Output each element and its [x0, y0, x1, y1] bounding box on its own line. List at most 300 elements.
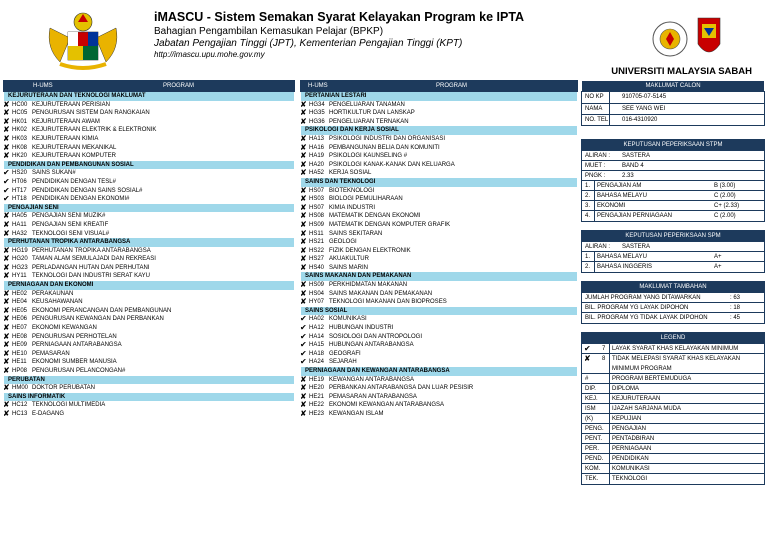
extra-info-box: [581, 281, 765, 324]
legend-abbrev: PENT.: [585, 436, 603, 442]
program-code: HK02: [12, 127, 28, 134]
program-code: HE06: [12, 316, 28, 323]
program-code: HA05: [12, 213, 28, 220]
program-name: PSIKOLOGI INDUSTRI DAN ORGANISASI: [329, 135, 446, 142]
cross-icon: ✘: [3, 254, 10, 264]
program-name: GEOGRAFI: [329, 350, 361, 357]
legend-abbrev: TEK.: [585, 476, 599, 482]
program-row[interactable]: [300, 401, 578, 410]
legend-row: [582, 384, 764, 394]
program-code: HS09: [309, 282, 325, 289]
spm-heading: KEPUTUSAN PEPERIKSAAN SPM: [582, 231, 764, 242]
cross-icon: ✘: [3, 151, 10, 161]
legend-abbrev: DIP.: [585, 386, 596, 392]
program-row[interactable]: [300, 410, 578, 419]
subject-number: 3.: [585, 203, 591, 209]
cross-icon: ✘: [3, 357, 10, 367]
cross-icon: ✘: [300, 142, 307, 152]
program-code: HE04: [12, 299, 28, 306]
program-row[interactable]: [300, 144, 578, 153]
cross-icon: ✘: [3, 383, 10, 393]
code-header: H-UMS: [308, 83, 328, 89]
stpm-aliran-label: ALIRAN :: [585, 153, 611, 159]
program-name: KOMUNIKASI: [329, 316, 367, 323]
program-code: HS27: [309, 256, 325, 263]
extra-value: : 18: [730, 305, 741, 311]
subject-grade: C (2.00): [714, 193, 736, 199]
program-row[interactable]: [3, 109, 295, 118]
program-code: HG34: [309, 101, 325, 108]
program-code: HE19: [309, 376, 325, 383]
stpm-heading: KEPUTUSAN PEPERIKSAAN STPM: [582, 140, 764, 151]
program-code: HA19: [309, 153, 325, 160]
subject-name: EKONOMI: [597, 203, 626, 209]
cross-icon: ✘: [300, 151, 307, 161]
program-name: E-DAGANG: [32, 410, 65, 417]
program-row[interactable]: [3, 221, 295, 230]
program-code: HY11: [12, 273, 27, 280]
program-name: SAINS MARIN: [329, 264, 369, 271]
legend-abbrev: (K): [585, 416, 593, 422]
program-row[interactable]: [300, 341, 578, 350]
cross-icon: ✘: [3, 340, 10, 350]
program-row[interactable]: [3, 298, 295, 307]
program-row[interactable]: [3, 195, 295, 204]
legend-meaning: IJAZAH SARJANA MUDA: [612, 406, 682, 412]
category-header: PENGAJIAN SENI: [4, 204, 294, 213]
program-row[interactable]: [300, 187, 578, 196]
page-title: iMASCU - Sistem Semakan Syarat Kelayakan Program ke IPTA: [154, 10, 525, 24]
candidate-row: [582, 92, 764, 103]
program-name: TEKNOLOGI DAN INDUSTRI SERAT KAYU: [32, 273, 151, 280]
program-name: PERNIAGAAN ANTARABANGSA: [32, 342, 122, 349]
program-code: HE23: [309, 410, 325, 417]
program-code: HS08: [309, 213, 325, 220]
legend-row: [582, 424, 764, 434]
cross-icon: ✘: [300, 108, 307, 118]
program-row[interactable]: [3, 255, 295, 264]
program-name: MATEMATIK DENGAN KOMPUTER GRAFIK: [329, 221, 451, 228]
extra-value: : 45: [730, 315, 741, 321]
program-name: PENGURUSAN KEWANGAN DAN PERBANKAN: [32, 316, 164, 323]
program-row[interactable]: [300, 152, 578, 161]
candidate-label: NO. TEL: [585, 117, 609, 123]
program-code: HG19: [12, 247, 28, 254]
program-name: PENGELUARAN TERNAKAN: [329, 118, 409, 125]
program-code: HK01: [12, 118, 28, 125]
program-name: PEMASARAN: [32, 350, 70, 357]
tick-icon: ✔: [584, 344, 591, 353]
cross-icon: ✘: [3, 288, 10, 298]
tick-icon: ✔: [300, 357, 307, 367]
cross-icon: ✘: [300, 254, 307, 264]
program-row[interactable]: [3, 410, 295, 419]
category-header: PERNIAGAAN DAN EKONOMI: [4, 281, 294, 290]
program-code: HA52: [309, 170, 325, 177]
program-row[interactable]: [3, 341, 295, 350]
stpm-aliran-value: SASTERA: [622, 153, 651, 159]
stpm-subject-row: [582, 191, 764, 201]
program-row[interactable]: [3, 307, 295, 316]
program-row[interactable]: [300, 350, 578, 359]
cross-icon: ✘: [3, 125, 10, 135]
cross-icon: ✘: [300, 374, 307, 384]
program-name: PENGURUSAN PELANCONGAN#: [32, 368, 126, 374]
program-code: HA24: [309, 359, 325, 366]
program-row[interactable]: [300, 376, 578, 385]
program-code: HG23: [12, 264, 28, 271]
subject-grade: C (2.00): [714, 213, 736, 219]
program-row[interactable]: [300, 118, 578, 127]
program-name: TEKNOLOGI MAKANAN DAN BIOPROSES: [329, 299, 447, 306]
program-name: PENGAJIAN SENI KREATIF: [32, 221, 109, 228]
program-code: HA13: [309, 135, 325, 142]
pngk-value: 2.33: [622, 173, 634, 179]
program-row[interactable]: [300, 281, 578, 290]
program-code: HP08: [12, 368, 28, 374]
program-name: AKUAKULTUR: [329, 256, 369, 263]
program-name: SAINS SUKAN#: [32, 170, 76, 177]
candidate-row: [582, 103, 764, 114]
program-name: HUBUNGAN ANTARABANGSA: [329, 342, 414, 349]
pngk-label: PNGK :: [585, 173, 606, 179]
agency-line-1: Bahagian Pengambilan Kemasukan Pelajar (BPKP): [154, 26, 384, 37]
program-row[interactable]: [3, 384, 295, 393]
program-code: HS21: [309, 239, 325, 246]
program-row[interactable]: [300, 101, 578, 110]
site-url[interactable]: http://imascu.upu.mohe.gov.my: [154, 50, 265, 59]
subject-name: BAHASA MELAYU: [597, 193, 647, 199]
program-name: PENGELUARAN TANAMAN: [329, 101, 405, 108]
cross-icon: ✘: [3, 211, 10, 221]
program-row[interactable]: [3, 230, 295, 239]
program-name: PENGAJIAN SENI MUZIK#: [32, 213, 106, 220]
cross-icon: ✘: [3, 271, 10, 281]
legend-meaning: DIPLOMA: [612, 386, 640, 392]
legend-abbrev: KOM.: [585, 466, 601, 472]
program-name: EKONOMI KEWANGAN ANTARABANGSA: [329, 402, 445, 409]
program-code: HY07: [309, 299, 325, 306]
program-name: FIZIK DENGAN ELEKTRONIK: [329, 247, 411, 254]
category-header: SAINS SOSIAL: [301, 307, 577, 316]
program-row[interactable]: [3, 401, 295, 410]
stpm-box: [581, 139, 765, 222]
legend-abbrev: #: [585, 376, 589, 382]
cross-icon: ✘: [300, 408, 307, 418]
program-code: HE10: [12, 350, 28, 357]
program-code: HS20: [12, 170, 28, 177]
program-code: HA14: [309, 333, 325, 340]
candidate-value: 016-4310920: [622, 117, 658, 123]
program-code: HE11: [12, 359, 27, 366]
program-name: BIOTEKNOLOGI: [329, 187, 375, 194]
program-header: PROGRAM: [163, 83, 195, 89]
legend-row: [582, 374, 764, 384]
program-header: PROGRAM: [436, 83, 468, 89]
program-name: PERLADANGAN HUTAN DAN PERHUTANI: [32, 264, 150, 271]
program-row[interactable]: [300, 324, 578, 333]
program-code: HG35: [309, 110, 325, 117]
cross-icon: ✘: [3, 116, 10, 126]
program-name: BIOLOGI PEMULIHARAAN: [329, 196, 403, 203]
legend-row: [582, 434, 764, 444]
program-row[interactable]: [3, 315, 295, 324]
category-header: PERNIAGAAN DAN KEWANGAN ANTARABANGSA: [301, 367, 577, 376]
program-code: HA16: [309, 144, 325, 151]
cross-icon: ✘: [3, 219, 10, 229]
legend-row: [582, 414, 764, 424]
program-code: HE07: [12, 325, 28, 332]
cross-icon: ✘: [300, 211, 307, 221]
candidate-value: SEE YANG WEI: [622, 106, 666, 112]
malaysia-coat-of-arms-icon: [40, 8, 126, 72]
program-code: HE05: [12, 307, 28, 314]
program-code: HC12: [12, 402, 28, 409]
program-row[interactable]: [3, 152, 295, 161]
subject-number: 1.: [585, 183, 591, 189]
subject-grade: A+: [714, 264, 722, 270]
stpm-subject-row: [582, 181, 764, 191]
candidate-label: NAMA: [585, 106, 603, 112]
cross-icon: ✘: [3, 331, 10, 341]
tick-icon: ✔: [3, 185, 10, 195]
right-panel: [581, 80, 765, 485]
extra-heading: MAKLUMAT TAMBAHAN: [582, 282, 764, 293]
program-row[interactable]: [3, 350, 295, 359]
program-row[interactable]: [3, 290, 295, 299]
program-row[interactable]: [300, 161, 578, 170]
program-row[interactable]: [3, 144, 295, 153]
program-name: PENGURUSAN PERHOTELAN: [32, 333, 117, 340]
program-row[interactable]: [300, 135, 578, 144]
category-header: PSIKOLOGI DAN KERJA SOSIAL: [301, 126, 577, 135]
program-row[interactable]: [300, 109, 578, 118]
program-row[interactable]: [300, 358, 578, 367]
program-code: HE02: [12, 290, 28, 297]
program-row[interactable]: [3, 169, 295, 178]
tick-icon: ✔: [300, 331, 307, 341]
spm-subject-row: [582, 252, 764, 262]
program-name: GEOLOGI: [329, 239, 357, 246]
program-code: HE21: [309, 393, 325, 400]
program-name: SAINS SEKITARAN: [329, 230, 383, 237]
extra-value: : 63: [730, 295, 741, 301]
cross-icon: ✘: [300, 185, 307, 195]
left-program-list: [3, 92, 295, 419]
program-row[interactable]: [300, 315, 578, 324]
subject-number: 2.: [585, 264, 591, 270]
program-row[interactable]: [300, 264, 578, 273]
candidate-row: [582, 114, 764, 125]
program-row[interactable]: [300, 169, 578, 178]
cross-icon: ✘: [300, 262, 307, 272]
cross-icon: ✘: [300, 194, 307, 204]
subject-number: 1.: [585, 254, 591, 260]
category-header: KEJURUTERAAN DAN TEKNOLOGI MAKLUMAT: [4, 92, 294, 101]
program-name: KEJURUTERAAN AWAM: [32, 118, 100, 125]
program-name: PSIKOLOGI KANAK-KANAK DAN KELUARGA: [329, 161, 455, 168]
subject-grade: C+ (2.33): [714, 203, 740, 209]
muet-value: BAND 4: [622, 163, 644, 169]
program-code: HA12: [309, 325, 325, 332]
program-row[interactable]: [3, 101, 295, 110]
cross-icon: ✘: [300, 116, 307, 126]
cross-icon: ✘: [584, 354, 591, 363]
program-row[interactable]: [3, 367, 295, 376]
legend-abbrev: PER.: [585, 446, 600, 452]
category-header: SAINS DAN TEKNOLOGI: [301, 178, 577, 187]
program-code: HC05: [12, 110, 28, 117]
program-code: HA32: [12, 230, 28, 237]
legend-meaning: TEKNOLOGI: [612, 476, 648, 482]
legend-meaning: KEJURUTERAAN: [612, 396, 661, 402]
program-name: PENDIDIKAN DENGAN EKONOMI#: [32, 196, 130, 203]
program-code: HS11: [309, 230, 324, 237]
program-name: KEWANGAN ISLAM: [329, 410, 384, 417]
code-header: H-UMS: [33, 83, 53, 89]
spm-subject-row: [582, 262, 764, 272]
extra-row: [582, 293, 764, 303]
program-name: PERAKAUNAN: [32, 290, 74, 297]
program-code: HE20: [309, 385, 325, 392]
program-row[interactable]: [3, 118, 295, 127]
cross-icon: ✘: [3, 262, 10, 272]
legend-abbrev: ISM: [585, 406, 596, 412]
extra-row: [582, 313, 764, 323]
candidate-label: NO KP: [585, 94, 604, 100]
program-row[interactable]: [300, 333, 578, 342]
tick-icon: ✔: [300, 314, 307, 324]
legend-box: [581, 332, 765, 485]
program-row[interactable]: [3, 178, 295, 187]
program-row[interactable]: [300, 195, 578, 204]
program-row[interactable]: [300, 221, 578, 230]
subject-number: 2.: [585, 193, 591, 199]
cross-icon: ✘: [300, 297, 307, 307]
subject-grade: B (3.00): [714, 183, 736, 189]
program-code: HS03: [309, 196, 325, 203]
program-code: HS07: [309, 204, 325, 211]
subject-number: 4.: [585, 213, 591, 219]
legend-abbrev: PEND.: [585, 456, 604, 462]
program-row[interactable]: [300, 393, 578, 402]
program-code: HG36: [309, 118, 325, 125]
program-row[interactable]: [300, 238, 578, 247]
tick-icon: ✔: [300, 323, 307, 333]
program-row[interactable]: [300, 204, 578, 213]
cross-icon: ✘: [300, 245, 307, 255]
tick-icon: ✔: [300, 340, 307, 350]
tick-icon: ✔: [3, 168, 10, 178]
program-code: HM00: [12, 385, 29, 392]
program-name: KEJURUTERAAN KOMPUTER: [32, 153, 117, 160]
program-row[interactable]: [3, 272, 295, 281]
legend-row: [582, 464, 764, 474]
program-row[interactable]: [300, 247, 578, 256]
cross-icon: ✘: [3, 314, 10, 324]
program-name: KEWANGAN ANTARABANGSA: [329, 376, 415, 383]
candidate-heading: MAKLUMAT CALON: [582, 81, 764, 92]
cross-icon: ✘: [3, 323, 10, 333]
program-row[interactable]: [3, 212, 295, 221]
program-name: KEJURUTERAAN KIMIA: [32, 135, 99, 142]
program-row[interactable]: [3, 126, 295, 135]
cross-icon: ✘: [300, 202, 307, 212]
cross-icon: ✘: [3, 366, 10, 375]
program-name: SAINS MAKANAN DAN PEMAKANAN: [329, 290, 433, 297]
program-code: HA02: [309, 316, 325, 323]
legend-tick-number: 7: [602, 346, 606, 352]
cross-icon: ✘: [300, 168, 307, 178]
program-row[interactable]: [300, 384, 578, 393]
legend-meaning: PENGAJIAN: [612, 426, 647, 432]
legend-meaning: KEPUJIAN: [612, 416, 642, 422]
program-code: HA15: [309, 342, 325, 349]
cross-icon: ✘: [300, 99, 307, 109]
program-row[interactable]: [300, 212, 578, 221]
program-row[interactable]: [3, 264, 295, 273]
legend-tick-text: LAYAK SYARAT KHAS KELAYAKAN MINIMUM: [612, 346, 739, 352]
cross-icon: ✘: [3, 108, 10, 118]
program-name: PERKHIDMATAN MAKANAN: [329, 282, 408, 289]
extra-label: JUMLAH PROGRAM YANG DITAWARKAN: [585, 295, 701, 301]
legend-cross-number: 8: [602, 356, 606, 362]
program-row[interactable]: [300, 230, 578, 239]
legend-meaning: PENDIDIKAN: [612, 456, 649, 462]
category-header: SAINS INFORMATIK: [4, 393, 294, 402]
program-row[interactable]: [300, 290, 578, 299]
program-name: KEJURUTERAAN PERISIAN: [32, 101, 111, 108]
legend-meaning: PENTADBIRAN: [612, 436, 655, 442]
cross-icon: ✘: [300, 133, 307, 143]
tick-icon: ✔: [300, 348, 307, 358]
program-name: EKONOMI KEWANGAN: [32, 325, 97, 332]
cross-icon: ✘: [3, 297, 10, 307]
legend-abbrev: KEJ.: [585, 396, 598, 402]
program-row[interactable]: [3, 324, 295, 333]
program-row[interactable]: [3, 135, 295, 144]
program-name: HUBUNGAN INDUSTRI: [329, 325, 394, 332]
legend-meaning: PROGRAM BERTEMUDUGA: [612, 376, 692, 382]
cross-icon: ✘: [3, 133, 10, 143]
spm-aliran-label: ALIRAN :: [585, 244, 611, 250]
left-column-header: [3, 80, 295, 92]
program-row[interactable]: [300, 298, 578, 307]
cross-icon: ✘: [3, 99, 10, 109]
program-row[interactable]: [300, 255, 578, 264]
program-name: PERHUTANAN TROPIKA ANTARABANGSA: [32, 247, 151, 254]
program-code: HS07: [309, 187, 325, 194]
program-row[interactable]: [3, 187, 295, 196]
right-program-list: [300, 92, 578, 419]
program-name: EKONOMI SUMBER MANUSIA: [32, 359, 117, 366]
cross-icon: ✘: [300, 159, 307, 169]
cross-icon: ✘: [3, 400, 10, 410]
program-row[interactable]: [3, 358, 295, 367]
program-name: PEMBANGUNAN BELIA DAN KOMUNITI: [329, 144, 440, 151]
extra-row: [582, 303, 764, 313]
program-row[interactable]: [3, 247, 295, 256]
right-column-header: [300, 80, 578, 92]
subject-name: BAHASA MELAYU: [597, 254, 647, 260]
cross-icon: ✘: [300, 400, 307, 410]
program-code: HE22: [309, 402, 325, 409]
program-row[interactable]: [3, 333, 295, 342]
cross-icon: ✘: [3, 348, 10, 358]
category-header: SAINS MAKANAN DAN PEMAKANAN: [301, 272, 577, 281]
program-code: HC00: [12, 101, 28, 108]
program-code: HT18: [12, 196, 27, 203]
